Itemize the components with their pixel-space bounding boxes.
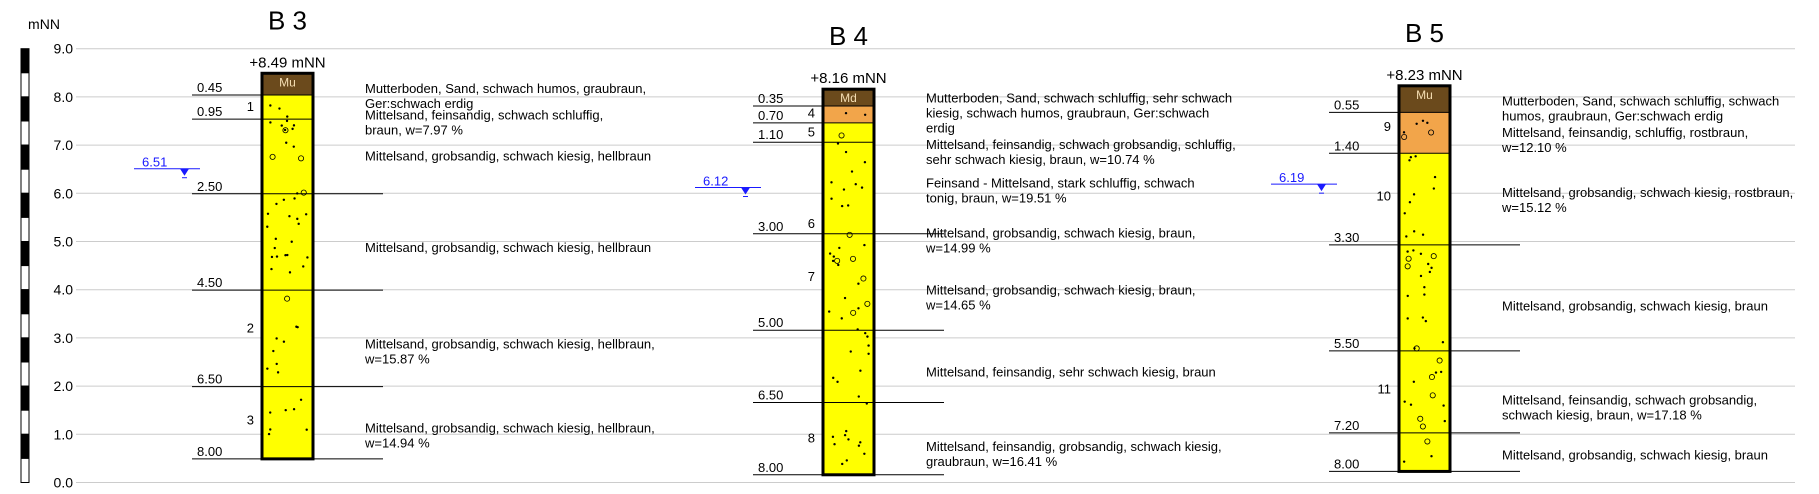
layer-description (1502, 298, 1768, 313)
axis-tick-label: 5.0 (53, 233, 73, 250)
sand-dot (266, 367, 268, 369)
layer-depth-label: 3.30 (1334, 229, 1360, 245)
borehole-title: B 5 (1404, 17, 1445, 48)
sand-dot (271, 256, 273, 258)
description-line: Mutterboden, Sand, schwach schluffig, sehr schwach (926, 90, 1233, 106)
axis-tick-label: 3.0 (53, 329, 73, 346)
axis-tick-label: 4.0 (53, 281, 73, 298)
sand-dot (841, 317, 843, 319)
layer-description (926, 137, 1236, 167)
scale-bar-segment (21, 362, 29, 386)
sand-dot (833, 255, 835, 257)
layer-description (926, 175, 1195, 205)
sand-dot (268, 433, 270, 435)
layer-description (365, 240, 651, 255)
sand-dot (832, 377, 834, 379)
description-line: Mittelsand, feinsandig, schwach schluffig, (365, 107, 604, 123)
sand-dot (845, 151, 847, 153)
layer-description (1501, 185, 1793, 215)
sand-dot (867, 353, 869, 355)
sample-number: 6 (807, 216, 815, 232)
axis-unit-label: mNN (28, 16, 60, 32)
sand-dot (1427, 263, 1429, 265)
sand-dot (1410, 156, 1412, 158)
sand-dot (1413, 347, 1415, 349)
sand-dot (1433, 187, 1435, 189)
sand-dot (293, 408, 295, 410)
sand-dot (285, 142, 287, 144)
ground-elevation-label: +8.23 mNN (1386, 66, 1463, 84)
sand-dot (276, 255, 278, 257)
sand-dot (1420, 253, 1422, 255)
sand-dot (838, 247, 840, 249)
layer-description (926, 91, 1232, 136)
description-line: Mittelsand, grobsandig, schwach kiesig, hellbraun, (365, 336, 655, 352)
sand-dot (864, 161, 866, 163)
description-line: humos, graubraun, Ger:schwach erdig (1502, 108, 1724, 124)
description-line: Mittelsand, grobsandig, schwach kiesig, braun (1502, 298, 1768, 314)
layer-depth-label: 0.95 (197, 104, 223, 120)
sand-dot (1410, 404, 1412, 406)
axis-tick-label: 6.0 (53, 185, 73, 202)
sand-dot (864, 332, 866, 334)
sand-dot (297, 223, 299, 225)
sand-dot (832, 260, 834, 262)
sand-dot (863, 453, 865, 455)
layer-depth-label: 0.70 (758, 107, 784, 123)
scale-bar-segment (21, 410, 29, 434)
soil-layer (823, 123, 874, 475)
description-line: Mittelsand, grobsandig, schwach kiesig, braun, (926, 225, 1196, 241)
description-line: schwach kiesig, braun, w=17.18 % (1502, 407, 1702, 423)
sand-dot (270, 268, 272, 270)
layer-description (925, 226, 1196, 256)
sand-dot (1403, 131, 1405, 133)
layer-depth-label: 5.00 (758, 315, 784, 331)
scale-bar-segment (21, 434, 29, 458)
sand-dot (293, 124, 295, 126)
description-line: sehr schwach kiesig, braun, w=10.74 % (926, 151, 1155, 167)
sand-dot (306, 256, 308, 258)
sand-dot (293, 145, 295, 147)
sand-dot (1425, 320, 1427, 322)
groundwater-triangle-icon (180, 169, 189, 176)
scale-bar-segment (21, 217, 29, 241)
sand-dot (830, 198, 832, 200)
sand-dot (275, 203, 277, 205)
description-line: Mittelsand, grobsandig, schwach kiesig, hellbraun (365, 239, 652, 255)
sand-dot (291, 128, 293, 130)
soil-layer (823, 106, 874, 123)
sand-dot (841, 463, 843, 465)
scale-bar-segment (21, 193, 29, 217)
sample-number: 2 (246, 320, 254, 336)
sand-dot (302, 265, 304, 267)
axis-tick-label: 0.0 (53, 474, 73, 489)
sand-dot (286, 120, 288, 122)
sand-dot (1412, 249, 1414, 251)
sand-dot (296, 218, 298, 220)
scale-bar-segment (21, 458, 29, 482)
sand-dot (1407, 317, 1409, 319)
topsoil-symbol: Mu (279, 75, 296, 90)
axis-tick-label: 8.0 (53, 88, 73, 105)
borehole-title: B 3 (267, 5, 308, 36)
sand-dot (291, 241, 293, 243)
layer-description (925, 282, 1196, 312)
sand-dot (1404, 212, 1406, 214)
scale-bar-segment (21, 49, 29, 73)
sand-dot (857, 283, 859, 285)
sand-dot (276, 363, 278, 365)
sand-dot (844, 434, 846, 436)
sand-dot (829, 252, 831, 254)
topsoil-symbol: Md (840, 91, 857, 106)
sand-dot (275, 337, 277, 339)
sand-dot (293, 197, 295, 199)
description-line: Mittelsand, feinsandig, grobsandig, schwach kiesig, (926, 439, 1222, 455)
sample-number: 8 (807, 430, 815, 446)
description-line: Ger:schwach erdig (365, 95, 474, 111)
sand-dot (1435, 371, 1437, 373)
sand-dot (832, 436, 834, 438)
sand-dot (1430, 455, 1432, 457)
axis-tick-label: 2.0 (53, 378, 73, 395)
layer-depth-label: 7.20 (1334, 417, 1360, 433)
layer-depth-label: 1.10 (758, 127, 784, 143)
scale-bar-segment (21, 145, 29, 169)
sand-dot (1406, 250, 1408, 252)
groundwater-level-label: 6.51 (142, 154, 168, 170)
sand-dot (1429, 271, 1431, 273)
sand-dot (857, 307, 859, 309)
scale-bar-segment (21, 338, 29, 362)
sand-dot (1440, 371, 1442, 373)
description-line: braun, w=7.97 % (365, 122, 463, 138)
layer-description (1502, 448, 1768, 463)
sand-dot (267, 213, 269, 215)
layer-depth-label: 0.35 (758, 91, 784, 107)
sample-number: 7 (807, 269, 815, 285)
description-line: Mittelsand, feinsandig, schwach grobsandig, schluffig, (926, 136, 1236, 152)
sand-dot (274, 247, 276, 249)
layer-depth-label: 6.50 (758, 387, 784, 403)
layer-description (1502, 392, 1757, 422)
layer-description (926, 364, 1216, 379)
layer-depth-label: 8.00 (758, 459, 784, 475)
soil-layer (1399, 153, 1450, 471)
sand-dot (305, 213, 307, 215)
sand-dot (1422, 316, 1424, 318)
borehole-5 (1271, 18, 1793, 472)
sand-dot (855, 183, 857, 185)
layer-depth-label: 0.45 (197, 79, 223, 95)
sand-dot (1423, 286, 1425, 288)
scale-bar-segment (21, 121, 29, 145)
groundwater-triangle-icon (1317, 184, 1326, 191)
sand-dot (283, 340, 285, 342)
description-line: kiesig, schwach humos, graubraun, Ger:schwach (926, 105, 1210, 121)
scale-bar-segment (21, 290, 29, 314)
layer-depth-label: 0.55 (1334, 97, 1360, 113)
scale-bar-segment (21, 314, 29, 338)
sand-dot (844, 297, 846, 299)
scale-bar-segment (21, 386, 29, 410)
sand-dot (1408, 159, 1410, 161)
sand-dot (845, 430, 847, 432)
layer-description (365, 81, 646, 111)
description-line: Mittelsand, grobsandig, schwach kiesig, braun, (926, 282, 1196, 298)
sand-dot (1407, 295, 1409, 297)
borehole-4 (695, 21, 1236, 475)
sand-dot (269, 121, 271, 123)
borehole-title: B 4 (828, 21, 869, 52)
elevation-axis (21, 16, 73, 489)
sample-number: 3 (246, 412, 254, 428)
sand-dot (1420, 275, 1422, 277)
ground-elevation-label: +8.16 mNN (810, 70, 887, 88)
sand-dot (830, 181, 832, 183)
sand-dot (841, 205, 843, 207)
sand-dot (289, 271, 291, 273)
sand-dot (286, 115, 288, 117)
sand-dot (1409, 201, 1411, 203)
sand-dot (851, 170, 853, 172)
axis-tick-label: 7.0 (53, 137, 73, 154)
sand-dot (846, 459, 848, 461)
sand-dot (836, 381, 838, 383)
topsoil-symbol: Mu (1416, 87, 1433, 102)
description-line: tonig, braun, w=19.51 % (926, 190, 1067, 206)
sand-dot (845, 112, 847, 114)
sand-dot (1413, 381, 1415, 383)
sand-dot (1442, 341, 1444, 343)
layer-depth-label: 4.50 (197, 275, 223, 291)
sand-dot (300, 399, 302, 401)
sand-dot (1444, 420, 1446, 422)
sample-number: 5 (807, 124, 815, 140)
sand-dot (284, 129, 286, 131)
sand-dot (837, 142, 839, 144)
sand-dot (1430, 267, 1432, 269)
sample-number: 4 (807, 105, 815, 121)
sand-dot (1413, 230, 1415, 232)
sand-dot (859, 370, 861, 372)
layer-description (364, 421, 655, 451)
layer-description (365, 107, 603, 137)
layer-description (1502, 93, 1779, 123)
soil-layer (1399, 112, 1450, 153)
sand-dot (269, 411, 271, 413)
sand-dot (269, 104, 271, 106)
layer-depth-label: 1.40 (1334, 138, 1360, 154)
sand-dot (1423, 293, 1425, 295)
sand-dot (278, 107, 280, 109)
layer-depth-label: 3.00 (758, 218, 784, 234)
sand-dot (1422, 234, 1424, 236)
layer-depth-label: 2.50 (197, 178, 223, 194)
sand-dot (1403, 460, 1405, 462)
description-line: Mittelsand, feinsandig, sehr schwach kiesig, braun (926, 364, 1216, 380)
sand-dot (1442, 404, 1444, 406)
sand-dot (843, 188, 845, 190)
sand-dot (858, 395, 860, 397)
axis-tick-label: 9.0 (53, 40, 73, 57)
sand-dot (867, 344, 869, 346)
sand-dot (275, 238, 277, 240)
sand-dot (283, 199, 285, 201)
description-line: Mutterboden, Sand, schwach schluffig, schwach (1502, 93, 1780, 109)
scale-bar-segment (21, 266, 29, 290)
sand-dot (269, 428, 271, 430)
layer-description (364, 336, 655, 366)
groundwater-level-label: 6.19 (1279, 170, 1305, 186)
description-line: Mittelsand, grobsandig, schwach kiesig, hellbraun (365, 148, 652, 164)
sand-dot (277, 371, 279, 373)
layer-depth-label: 5.50 (1334, 335, 1360, 351)
sand-dot (1413, 193, 1415, 195)
scale-bar-segment (21, 97, 29, 121)
description-line: Mutterboden, Sand, schwach humos, graubraun, (365, 80, 647, 96)
description-line: Mittelsand, grobsandig, schwach kiesig, hellbraun, (365, 420, 655, 436)
description-line: w=15.87 % (365, 351, 430, 367)
sand-dot (281, 124, 283, 126)
sand-dot (1403, 400, 1405, 402)
scale-bar-segment (21, 242, 29, 266)
sand-dot (847, 438, 849, 440)
layer-depth-label: 8.00 (197, 443, 223, 459)
description-line: Feinsand - Mittelsand, stark schluffig, schwach (926, 175, 1195, 191)
layer-depth-label: 8.00 (1334, 456, 1360, 472)
sample-number: 1 (246, 99, 254, 115)
description-line: w=15.12 % (1502, 200, 1567, 216)
scale-bar-segment (21, 169, 29, 193)
description-line: graubraun, w=16.41 % (926, 454, 1058, 470)
sample-number: 11 (1377, 381, 1391, 397)
sand-dot (828, 310, 830, 312)
description-line: w=14.65 % (926, 297, 991, 313)
sand-dot (295, 326, 297, 328)
sand-dot (1434, 176, 1436, 178)
borehole-3 (134, 5, 655, 459)
layer-description (1501, 125, 1748, 155)
ground-elevation-label: +8.49 mNN (249, 54, 326, 72)
description-line: erdig (926, 120, 955, 136)
sample-number: 10 (1376, 188, 1391, 204)
sand-dot (284, 254, 286, 256)
description-line: Mittelsand, grobsandig, schwach kiesig, braun (1502, 447, 1768, 463)
layer-description (926, 439, 1222, 469)
axis-tick-label: 1.0 (53, 426, 73, 443)
sand-dot (1405, 235, 1407, 237)
sand-dot (266, 226, 268, 228)
sand-dot (859, 441, 861, 443)
sand-dot (861, 186, 863, 188)
sand-dot (1422, 120, 1424, 122)
sand-dot (272, 350, 274, 352)
description-line: w=12.10 % (1502, 139, 1567, 155)
layer-depth-label: 6.50 (197, 371, 223, 387)
description-line: w=14.94 % (365, 435, 430, 451)
sand-dot (288, 215, 290, 217)
sand-dot (1415, 123, 1417, 125)
sand-dot (858, 444, 860, 446)
sand-dot (1414, 155, 1416, 157)
description-line: w=14.99 % (926, 240, 991, 256)
sand-dot (866, 335, 868, 337)
description-line: Mittelsand, grobsandig, schwach kiesig, rostbraun, (1502, 185, 1794, 201)
soil-layer (262, 95, 313, 459)
description-line: Mittelsand, feinsandig, schwach grobsandig, (1502, 392, 1758, 408)
sand-dot (833, 443, 835, 445)
sand-dot (863, 244, 865, 246)
sand-dot (285, 409, 287, 411)
layer-description (365, 148, 651, 163)
sand-dot (306, 429, 308, 431)
sand-dot (837, 264, 839, 266)
description-line: Mittelsand, feinsandig, schluffig, rostbraun, (1502, 124, 1749, 140)
groundwater-level-label: 6.12 (703, 173, 729, 189)
scale-bar-segment (21, 73, 29, 97)
sand-dot (850, 350, 852, 352)
sample-number: 9 (1383, 118, 1391, 134)
sand-dot (847, 204, 849, 206)
boreholes (134, 5, 1793, 475)
sand-dot (1426, 122, 1428, 124)
sand-dot (864, 114, 866, 116)
